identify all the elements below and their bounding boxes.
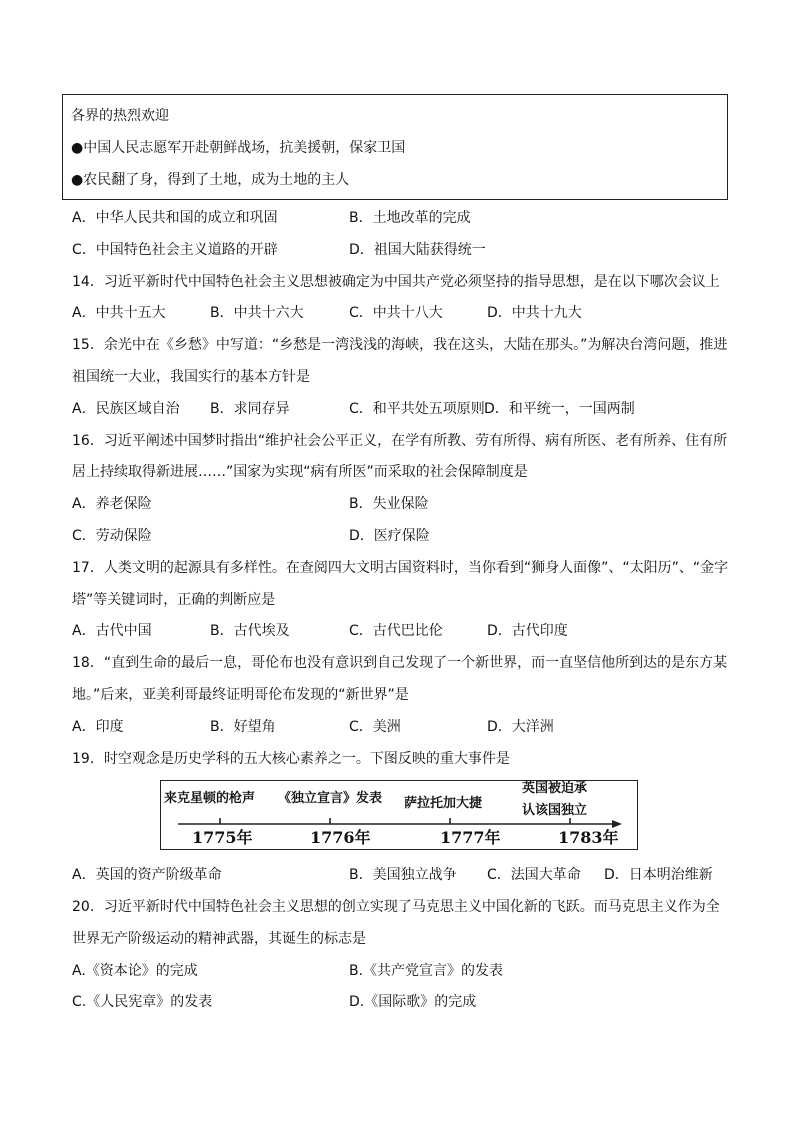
q20-option-a[interactable]: A.《资本论》的完成 <box>72 963 198 979</box>
timeline-arrow <box>612 820 622 828</box>
q14-option-b[interactable]: B．中共十六大 <box>210 305 304 321</box>
q14-option-d[interactable]: D．中共十九大 <box>487 305 582 321</box>
q17-stem-line-1: 17．人类文明的起源具有多样性。在查阅四大文明古国资料时，当你看到“狮身人面像”、“太阳历”、“金字 <box>72 560 729 576</box>
q14-option-c[interactable]: C．中共十八大 <box>349 305 443 321</box>
q14-option-a[interactable]: A．中共十五大 <box>72 305 166 321</box>
material-line-1: 各界的热烈欢迎 <box>71 108 169 124</box>
year-1777: 1777年 <box>440 828 501 847</box>
q18-stem-line-1: 18．“直到生命的最后一息，哥伦布也没有意识到自己发现了一个新世界，而一直坚信他所到达的是东方某 <box>72 655 728 671</box>
q20-option-d[interactable]: D.《国际歌》的完成 <box>349 994 477 1010</box>
q15-option-c[interactable]: C．和平共处五项原则 <box>349 401 485 417</box>
q20-stem-line-2: 世界无产阶级运动的精神武器，其诞生的标志是 <box>72 931 366 947</box>
q17-option-d[interactable]: D．古代印度 <box>487 623 568 639</box>
q17-option-c[interactable]: C．古代巴比伦 <box>349 623 443 639</box>
q16-option-c[interactable]: C．劳动保险 <box>72 528 152 544</box>
material-line-2: ●中国人民志愿军开赴朝鲜战场，抗美援朝，保家卫国 <box>71 140 406 156</box>
q16-stem-line-1: 16．习近平阐述中国梦时指出“维护社会公平正义，在学有所教、劳有所得、病有所医、老有所养、住有所 <box>72 433 728 449</box>
event-recognition-line-2: 认该国独立 <box>522 803 588 818</box>
q15-option-d[interactable]: D．和平统一，一国两制 <box>484 401 635 417</box>
q19-stem: 19．时空观念是历史学科的五大核心素养之一。下图反映的重大事件是 <box>72 751 510 767</box>
event-recognition-line-1: 英国被迫承 <box>522 781 588 796</box>
year-1783: 1783年 <box>558 828 619 847</box>
q18-stem-line-2: 地。”后来，亚美利哥最终证明哥伦布发现的“新世界”是 <box>72 687 409 703</box>
q20-option-c[interactable]: C.《人民宪章》的发表 <box>72 994 213 1010</box>
event-declaration: 《独立宣言》发表 <box>278 791 383 806</box>
q16-option-a[interactable]: A．养老保险 <box>72 496 152 512</box>
q20-option-b[interactable]: B.《共产党宣言》的发表 <box>349 963 504 979</box>
material-line-3: ●农民翻了身，得到了土地，成为土地的主人 <box>71 172 350 188</box>
q17-option-a[interactable]: A．古代中国 <box>72 623 152 639</box>
q19-option-d[interactable]: D．日本明治维新 <box>604 867 713 883</box>
q18-option-d[interactable]: D．大洋洲 <box>487 719 554 735</box>
q13-option-c[interactable]: C．中国特色社会主义道路的开辟 <box>72 242 278 258</box>
q16-option-b[interactable]: B．失业保险 <box>349 496 429 512</box>
timeline-svg <box>160 780 638 850</box>
q16-stem-line-2: 居上持续取得新进展……”国家为实现“病有所医”而采取的社会保障制度是 <box>72 464 528 480</box>
q18-option-a[interactable]: A．印度 <box>72 719 124 735</box>
q18-option-c[interactable]: C．美洲 <box>349 719 401 735</box>
q17-stem-line-2: 塔”等关键词时，正确的判断应是 <box>72 592 276 608</box>
q19-option-a[interactable]: A．英国的资产阶级革命 <box>72 867 222 883</box>
material-box <box>62 94 728 200</box>
q16-option-d[interactable]: D．医疗保险 <box>349 528 430 544</box>
q15-stem-line-2: 祖国统一大业，我国实行的基本方针是 <box>72 369 310 385</box>
q20-stem-line-1: 20．习近平新时代中国特色社会主义思想的创立实现了马克思主义中国化新的飞跃。而马克思主义作为全 <box>72 899 720 915</box>
q15-stem-line-1: 15．余光中在《乡愁》中写道：“乡愁是一湾浅浅的海峡，我在这头，大陆在那头。”为解决台湾问题，推进 <box>72 337 728 353</box>
event-lexington: 来克星顿的枪声 <box>164 791 256 806</box>
q13-option-d[interactable]: D．祖国大陆获得统一 <box>349 242 486 258</box>
q19-option-b[interactable]: B．美国独立战争 <box>349 867 457 883</box>
q18-option-b[interactable]: B．好望角 <box>210 719 276 735</box>
q19-option-c[interactable]: C．法国大革命 <box>487 867 581 883</box>
year-1775: 1775年 <box>192 828 253 847</box>
q13-option-b[interactable]: B．土地改革的完成 <box>349 210 471 226</box>
year-1776: 1776年 <box>310 828 371 847</box>
timeline-figure <box>160 780 638 850</box>
event-saratoga: 萨拉托加大捷 <box>404 796 483 811</box>
q14-stem: 14．习近平新时代中国特色社会主义思想被确定为中国共产党必须坚持的指导思想，是在以下哪次会议上 <box>72 274 720 290</box>
q15-option-a[interactable]: A．民族区域自治 <box>72 401 180 417</box>
q13-option-a[interactable]: A．中华人民共和国的成立和巩固 <box>72 210 278 226</box>
q17-option-b[interactable]: B．古代埃及 <box>210 623 290 639</box>
q15-option-b[interactable]: B．求同存异 <box>210 401 290 417</box>
